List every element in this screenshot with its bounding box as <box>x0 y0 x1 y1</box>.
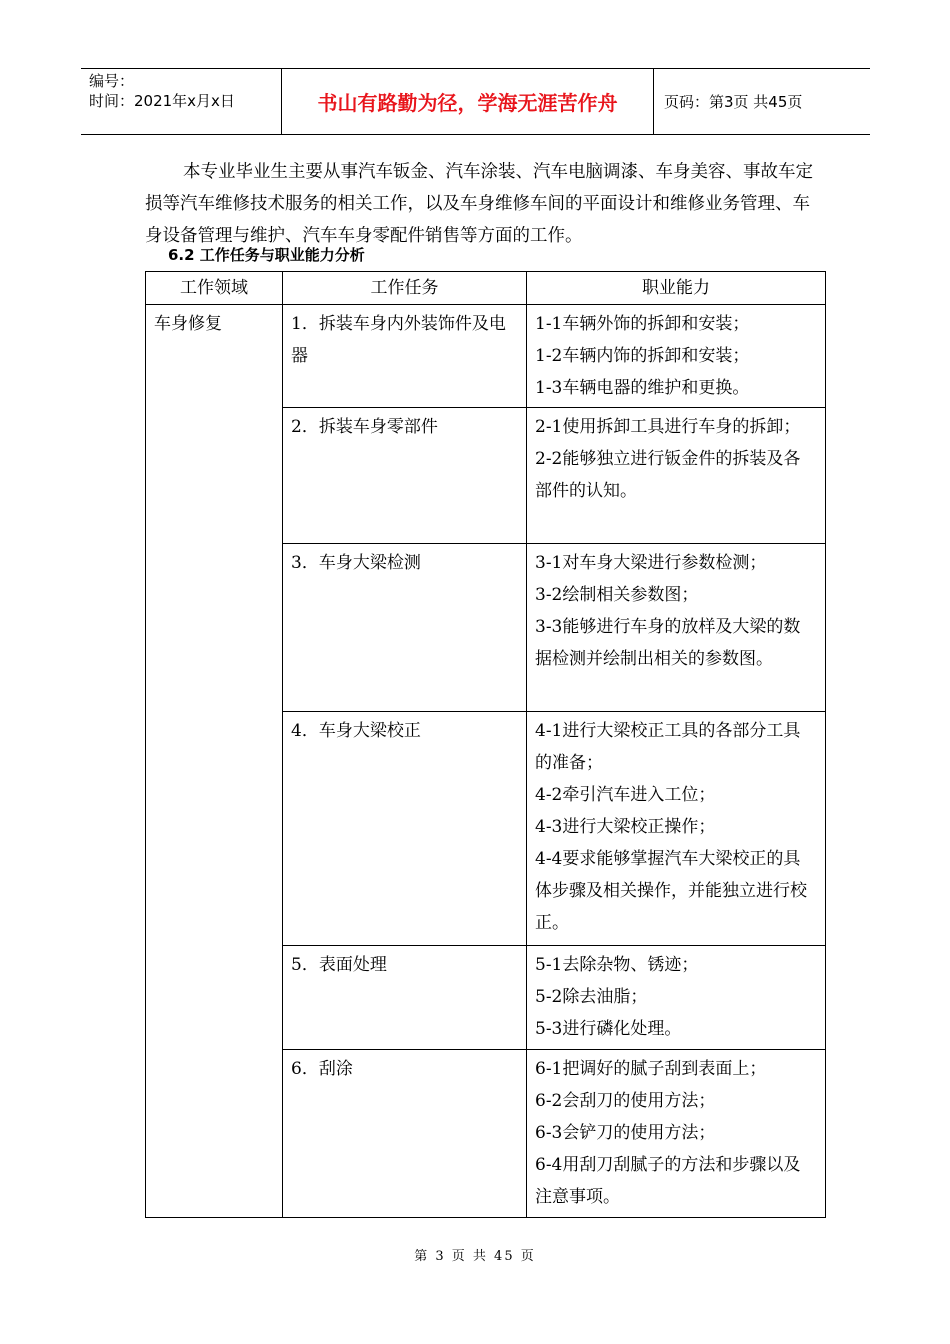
ability-item: 4-4要求能够掌握汽车大梁校正的具体步骤及相关操作，并能独立进行校正。 <box>535 849 807 933</box>
ability-item: 5-3进行磷化处理。 <box>535 1019 682 1039</box>
ability-item: 1-1车辆外饰的拆卸和安装； <box>535 314 750 334</box>
ability-item: 3-1对车身大梁进行参数检测； <box>535 553 767 573</box>
ability-item: 4-2牵引汽车进入工位； <box>535 785 716 805</box>
ability-item: 3-3能够进行车身的放样及大梁的数据检测并绘制出相关的参数图。 <box>535 617 801 669</box>
header-ability: 职业能力 <box>527 272 826 305</box>
task-cell: 3．车身大梁检测 <box>283 544 527 712</box>
ability-item: 6-2会刮刀的使用方法； <box>535 1091 716 1111</box>
domain-cell: 车身修复 <box>146 305 283 1218</box>
ability-item: 3-2绘制相关参数图； <box>535 585 699 605</box>
header-motto: 书山有路勤为径，学海无涯苦作舟 <box>281 69 654 134</box>
ability-item: 2-2能够独立进行钣金件的拆装及各部件的认知。 <box>535 449 801 501</box>
ability-item: 1-3车辆电器的维护和更换。 <box>535 378 750 398</box>
task-cell: 4．车身大梁校正 <box>283 712 527 946</box>
ability-item: 2-1使用拆卸工具进行车身的拆卸； <box>535 417 801 437</box>
page-header <box>81 68 870 135</box>
intro-paragraph <box>145 156 825 252</box>
task-cell: 5．表面处理 <box>283 946 527 1050</box>
ability-cell <box>527 544 826 712</box>
header-meta <box>81 69 281 134</box>
code-label: 编号： <box>89 72 135 90</box>
header-page-info: 页码：第3页 共45页 <box>664 93 803 111</box>
time-label: 时间：2021年x月x日 <box>89 92 235 110</box>
task-cell: 6．刮涂 <box>283 1050 527 1218</box>
ability-item: 6-4用刮刀刮腻子的方法和步骤以及注意事项。 <box>535 1155 801 1207</box>
ability-cell <box>527 305 826 408</box>
ability-cell <box>527 946 826 1050</box>
ability-item: 4-1进行大梁校正工具的各部分工具的准备； <box>535 721 801 773</box>
intro-text: 本专业毕业生主要从事汽车钣金、汽车涂装、汽车电脑调漆、车身美容、事故车定损等汽车维修技术服务的相关工作，以及车身维修车间的平面设计和维修业务管理、车身设备管理与维护、汽车车身零配件销售等方面的工作。 <box>145 162 813 246</box>
task-cell: 2．拆装车身零部件 <box>283 408 527 544</box>
ability-cell <box>527 712 826 946</box>
ability-item: 5-1去除杂物、锈迹； <box>535 955 699 975</box>
header-domain: 工作领域 <box>146 272 283 305</box>
ability-cell <box>527 408 826 544</box>
ability-item: 6-1把调好的腻子刮到表面上； <box>535 1059 767 1079</box>
ability-item: 6-3会铲刀的使用方法； <box>535 1123 716 1143</box>
header-task: 工作任务 <box>283 272 527 305</box>
task-cell: 1．拆装车身内外装饰件及电器 <box>283 305 527 408</box>
competency-table <box>145 271 826 1218</box>
ability-item: 4-3进行大梁校正操作； <box>535 817 716 837</box>
page-footer: 第 3 页 共 45 页 <box>414 1249 536 1264</box>
ability-item: 1-2车辆内饰的拆卸和安装； <box>535 346 750 366</box>
ability-cell <box>527 1050 826 1218</box>
table-header-row <box>146 272 826 305</box>
table-row <box>146 305 826 408</box>
ability-item: 5-2除去油脂； <box>535 987 648 1007</box>
section-title: 6.2 工作任务与职业能力分析 <box>168 246 365 264</box>
